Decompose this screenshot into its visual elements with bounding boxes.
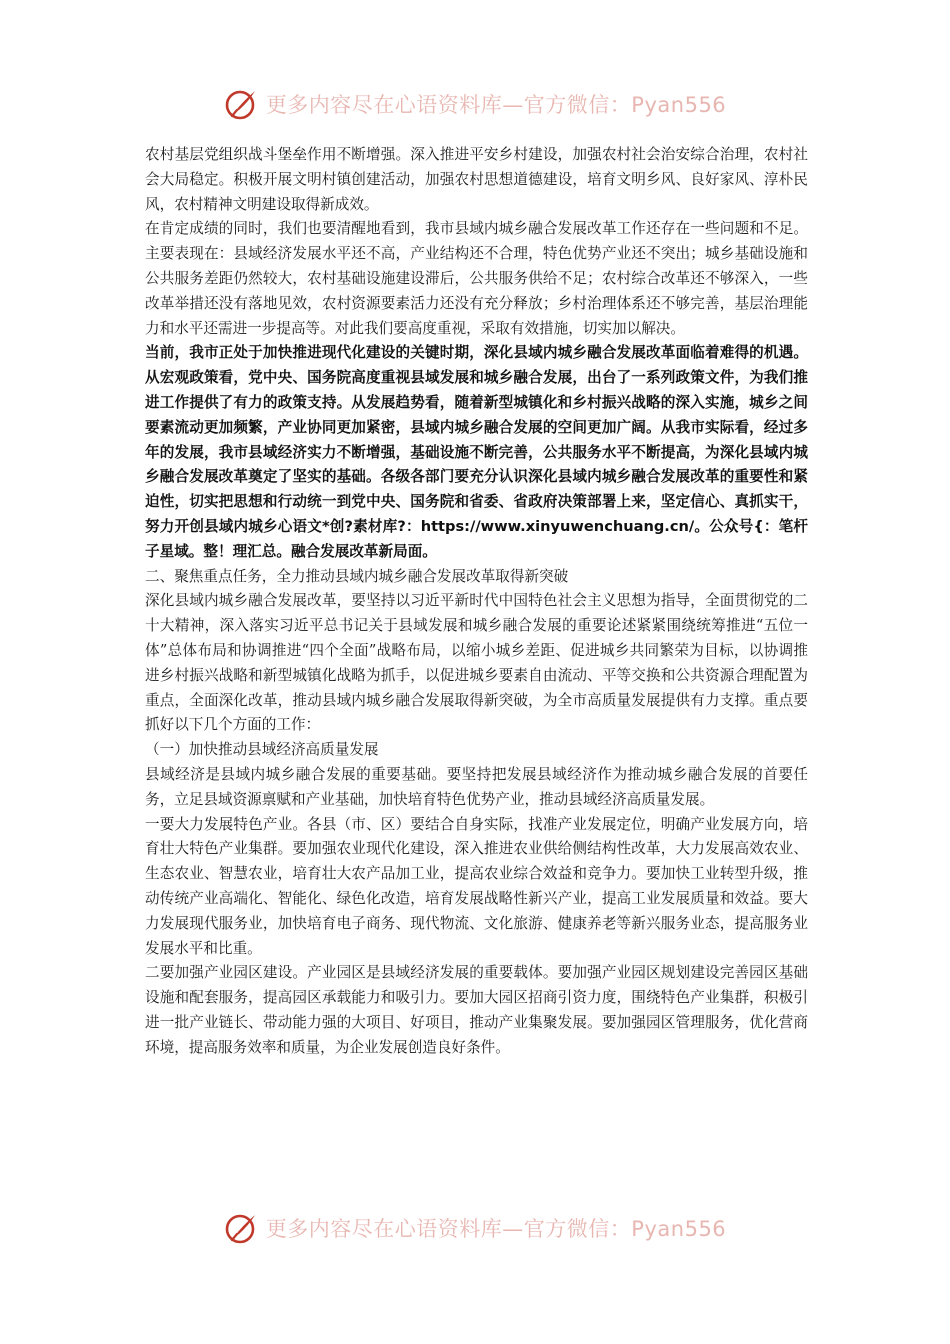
paragraph: 农村基层党组织战斗堡垒作用不断增强。深入推进平安乡村建设，加强农村社会治安综合治理，农村社会大局稳定。积极开展文明村镇创建活动，加强农村思想道德建设，培育文明乡风、良好家风、淳朴民风，农村精神文明建设取得新成效。 xyxy=(145,146,808,213)
paragraph: 县域经济是县域内城乡融合发展的重要基础。要坚持把发展县域经济作为推动城乡融合发展的首要任务，立足县域资源禀赋和产业基础，加快培育特色优势产业，推动县域经济高质量发展。 xyxy=(145,765,808,808)
highlighted-paragraph: 当前，我市正处于加快推进现代化建设的关键时期，深化县域内城乡融合发展改革面临着难得的机遇。从宏观政策看，党中央、国务院高度重视县域发展和城乡融合发展，出台了一系列政策文件，为我们推进工作提供了有力的政策支持。从发展趋势看，随着新型城镇化和乡村振兴战略的深入实施，城乡之间要素流动更加频繁，产业协同更加紧密，县域内城乡融合发展的空间更加广阔。从我市实际看，经过多年的发展，我市县域经济实力不断增强，基础设施不断完善，公共服务水平不断提高，为深化县域内城乡融合发展改革奠定了坚实的基础。各级各部门要充分认识深化县域内城乡融合发展改革的重要性和紧迫性，切实把思想和行动统一到党中央、国务院和省委、省政府决策部署上来，坚定信心、真抓实干，努力开创县域内城乡心语文*创?素材库?：https://www.xinyuwenchuang.cn/。公众号{：笔杆子星域。整！理汇总。融合发展改革新局面。 xyxy=(145,344,808,560)
quill-pen-logo-icon xyxy=(224,1210,260,1246)
paragraph: 二要加强产业园区建设。产业园区是县域经济发展的重要载体。要加强产业园区规划建设完善园区基础设施和配套服务，提高园区承载能力和吸引力。要加大园区招商引资力度，围绕特色产业集群，积极引进一批产业链长、带动能力强的大项目、好项目，推动产业集聚发展。要加强园区管理服务，优化营商环境，提高服务效率和质量，为企业发展创造良好条件。 xyxy=(145,964,808,1056)
quill-pen-logo-icon xyxy=(224,86,260,122)
footer-banner xyxy=(0,1208,950,1248)
paragraph: 深化县域内城乡融合发展改革，要坚持以习近平新时代中国特色社会主义思想为指导，全面贯彻党的二十大精神，深入落实习近平总书记关于县域发展和城乡融合发展的重要论述紧紧围绕统筹推进“五位一体”总体布局和协调推进“四个全面”战略布局，以缩小城乡差距、促进城乡共同繁荣为目标，以协调推进乡村振兴战略和新型城镇化战略为抓手，以促进城乡要素自由流动、平等交换和公共资源合理配置为重点，全面深化改革，推动县域内城乡融合发展取得新突破，为全市高质量发展提供有力支撑。重点要抓好以下几个方面的工作： xyxy=(145,592,808,734)
document-body xyxy=(145,143,808,1060)
subsection-heading: （一）加快推动县域经济高质量发展 xyxy=(145,741,379,759)
header-banner xyxy=(0,84,950,124)
paragraph: 一要大力发展特色产业。各县（市、区）要结合自身实际，找准产业发展定位，明确产业发展方向，培育壮大特色产业集群。要加强农业现代化建设，深入推进农业供给侧结构性改革，大力发展高效农业、生态农业、智慧农业，培育壮大农产品加工业，提高农业综合效益和竞争力。要加快工业转型升级，推动传统产业高端化、智能化、绿色化改造，培育发展战略性新兴产业，提高工业发展质量和效益。要大力发展现代服务业，加快培育电子商务、现代物流、文化旅游、健康养老等新兴服务业态，提高服务业发展水平和比重。 xyxy=(145,815,808,957)
paragraph: 在肯定成绩的同时，我们也要清醒地看到，我市县域内城乡融合发展改革工作还存在一些问题和不足。主要表现在：县域经济发展水平还不高，产业结构还不合理，特色优势产业还不突出；城乡基础设施和公共服务差距仍然较大，农村基础设施建设滞后，公共服务供给不足；农村综合改革还不够深入，一些改革举措还没有落地见效，农村资源要素活力还没有充分释放；乡村治理体系还不够完善，基层治理能力和水平还需进一步提高等。对此我们要高度重视，采取有效措施，切实加以解决。 xyxy=(145,220,808,337)
banner-text: 更多内容尽在心语资料库—官方微信：Pyan556 xyxy=(265,1217,727,1241)
section-heading: 二、聚焦重点任务，全力推动县域内城乡融合发展改革取得新突破 xyxy=(145,567,569,585)
banner-text: 更多内容尽在心语资料库—官方微信：Pyan556 xyxy=(265,93,727,117)
